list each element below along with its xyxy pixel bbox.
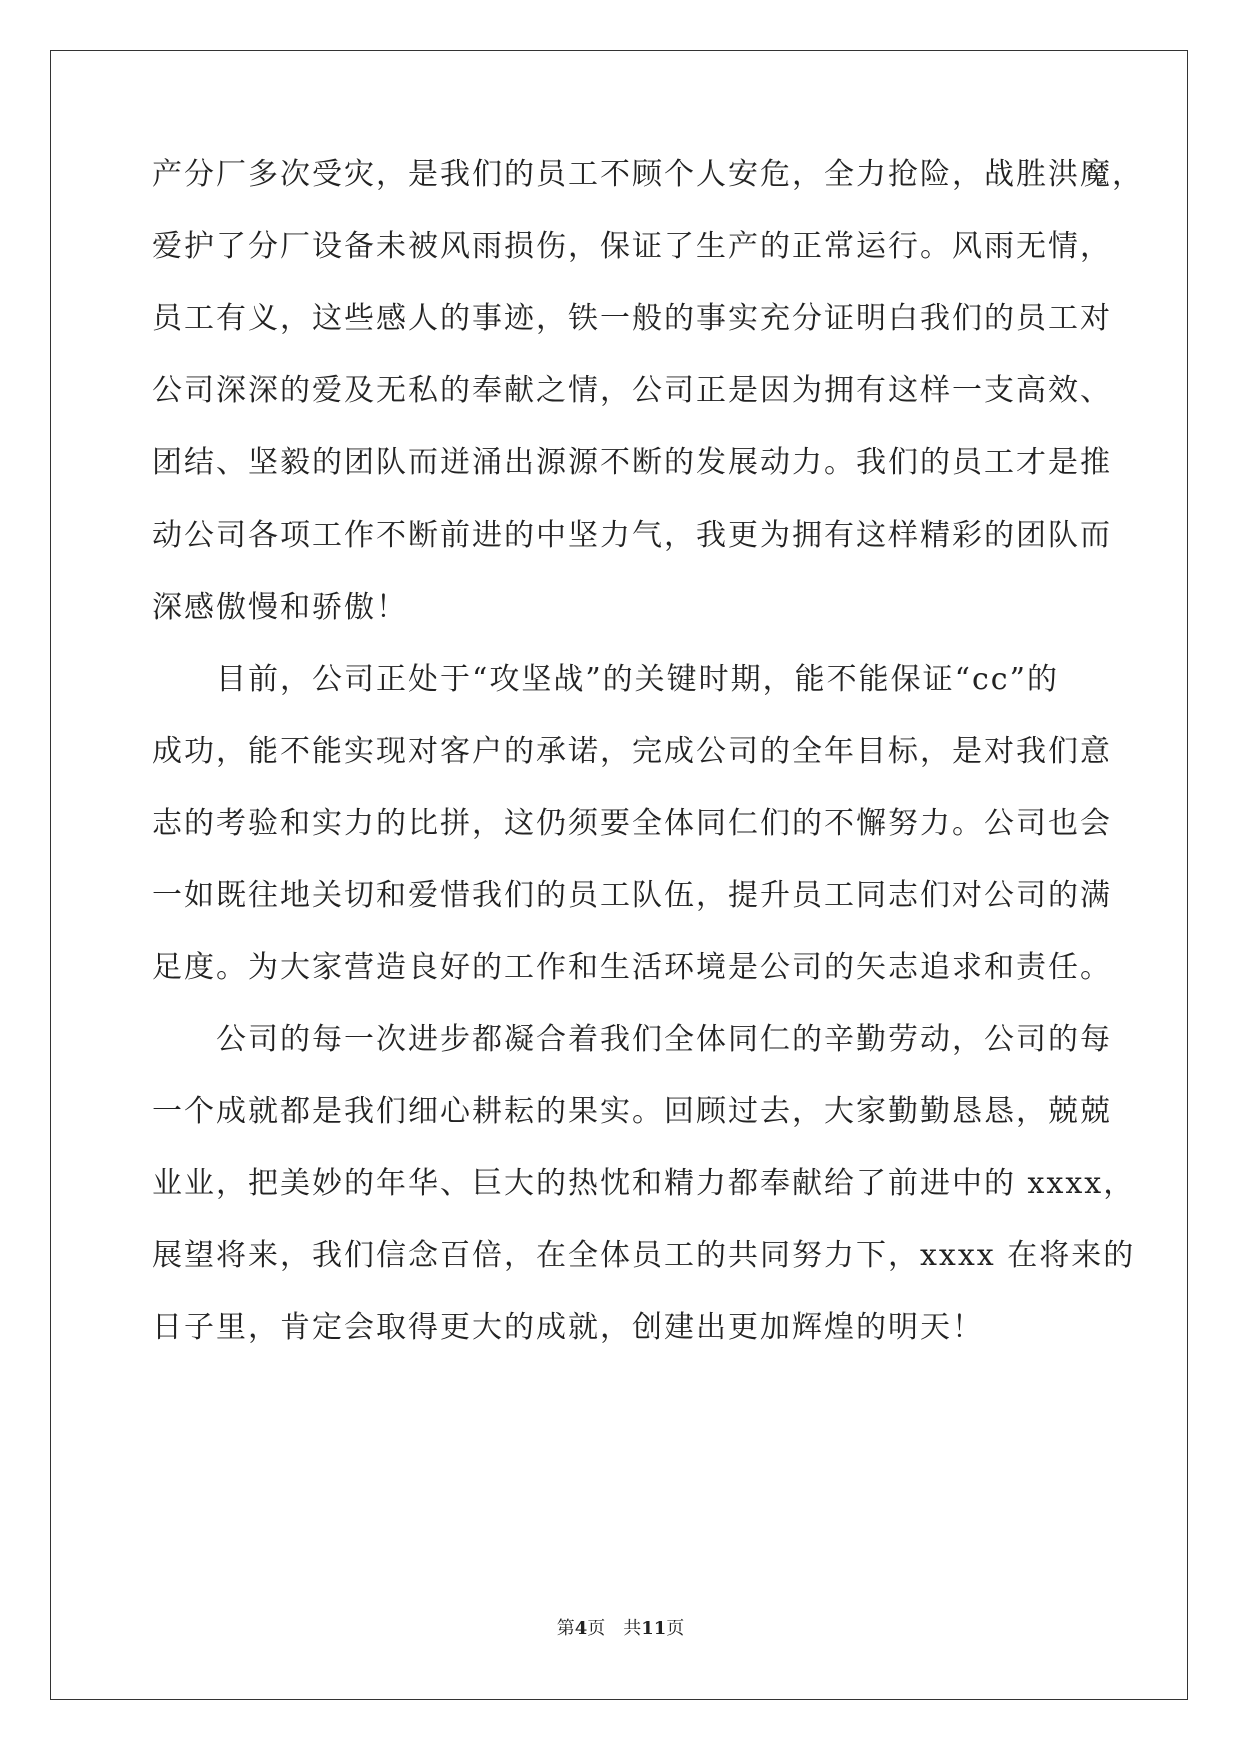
text-line: 公司的每一次进步都凝合着我们全体同仁的辛勤劳动，公司的每 [152,1022,1112,1057]
text-line: 一如既往地关切和爱惜我们的员工队伍，提升员工同志们对公司的满 [152,878,1112,913]
text-line: 目前，公司正处于“攻坚战”的关键时期，能不能保证“cc”的 [152,662,1059,697]
footer-suffix: 页 [666,1618,685,1639]
page-number-footer [0,1614,1241,1640]
total-page-number: 11 [641,1618,667,1639]
text-line: 志的考验和实力的比拼，这仍须要全体同仁们的不懈努力。公司也会 [152,806,1112,841]
text-line: 业业，把美妙的年华、巨大的热忱和精力都奉献给了前进中的 xxxx， [152,1166,1136,1201]
text-line: 成功，能不能实现对客户的承诺，完成公司的全年目标，是对我们意 [152,734,1112,769]
text-line: 产分厂多次受灾，是我们的员工不顾个人安危，全力抢险，战胜洪魔， [152,157,1144,192]
text-line: 深感傲慢和骄傲！ [152,590,408,625]
text-line: 足度。为大家营造良好的工作和生活环境是公司的矢志追求和责任。 [152,950,1112,985]
text-line: 公司深深的爱及无私的奉献之情，公司正是因为拥有这样一支高效、 [152,373,1112,408]
text-line: 日子里，肯定会取得更大的成就，创建出更加辉煌的明天！ [152,1310,984,1345]
current-page-number: 4 [574,1618,588,1639]
text-line: 动公司各项工作不断前进的中坚力气，我更为拥有这样精彩的团队而 [152,518,1112,553]
text-line: 员工有义，这些感人的事迹，铁一般的事实充分证明白我们的员工对 [152,301,1112,336]
footer-prefix: 第 [556,1618,575,1639]
text-line: 团结、坚毅的团队而迸涌出源源不断的发展动力。我们的员工才是推 [152,445,1112,480]
text-line: 一个成就都是我们细心耕耘的果实。回顾过去，大家勤勤恳恳，兢兢 [152,1094,1112,1129]
text-line: 展望将来，我们信念百倍，在全体员工的共同努力下，xxxx 在将来的 [152,1238,1136,1273]
footer-mid: 页 共 [587,1618,642,1639]
text-line: 爱护了分厂设备未被风雨损伤，保证了生产的正常运行。风雨无情， [152,229,1112,264]
